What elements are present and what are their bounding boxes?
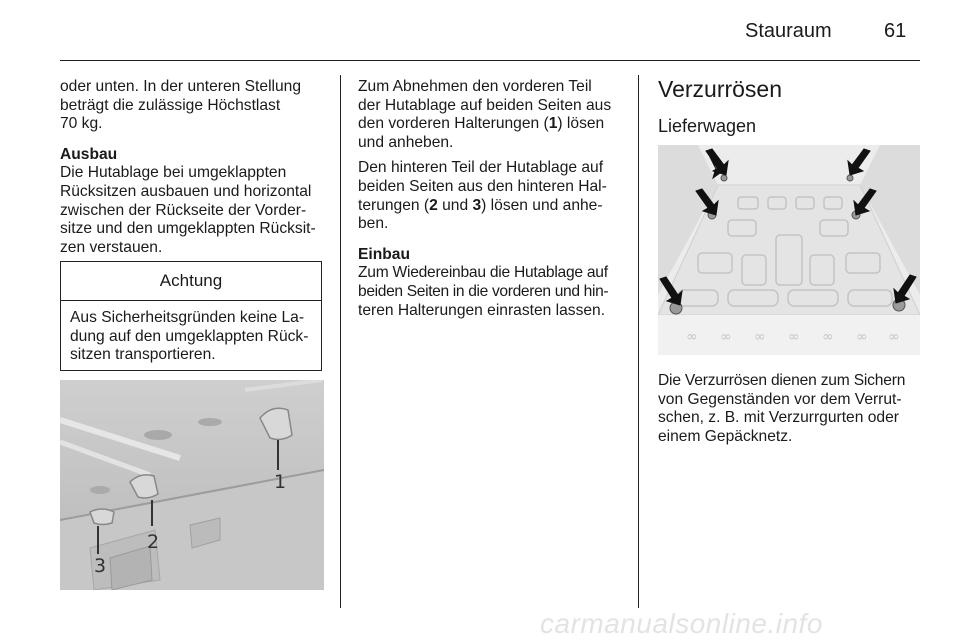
callout-3: 3 <box>94 555 107 577</box>
tie-down-eye-front-left <box>721 175 727 181</box>
page-number: 61 <box>884 20 907 42</box>
svg-text:∞: ∞ <box>720 329 732 345</box>
tiedown-line-2: von Gegenständen vor dem Verrut- <box>658 390 902 408</box>
ausbau-line-2: Rücksitzen ausbauen und horizontal <box>60 182 312 200</box>
svg-text:∞: ∞ <box>788 329 800 345</box>
ausbau-line-4: sitze und den umgeklappten Rücksit- <box>60 220 316 238</box>
column-separator-2 <box>638 75 639 608</box>
intro-line-1: oder unten. In der unteren Stellung <box>60 78 302 95</box>
ausbau-line-3: zwischen der Rückseite der Vorder- <box>60 201 307 219</box>
section-subheading: Lieferwagen <box>658 116 757 136</box>
parcel-shelf-bracket-figure <box>60 380 324 590</box>
rear-removal-line-4: ben. <box>358 215 389 233</box>
column-separator-1 <box>340 75 341 608</box>
watermark: carmanualsonline.info <box>540 608 823 639</box>
tiedown-line-3: schen, z. B. mit Verzurrgurten oder <box>658 409 899 427</box>
removal-line-4: und anheben. <box>358 133 454 151</box>
rear-removal-line-3: terungen (2 und 3) lösen und anhe- <box>358 196 603 214</box>
svg-text:∞: ∞ <box>856 329 868 345</box>
tiedown-line-1: Die Verzurrösen dienen zum Sichern <box>658 372 906 389</box>
rear-removal-line-2: beiden Seiten aus den hinteren Hal- <box>358 177 607 195</box>
column-3-body <box>658 372 928 446</box>
svg-text:∞: ∞ <box>754 329 766 345</box>
warning-body <box>61 301 321 373</box>
removal-line-3: den vorderen Halterungen (1) lösen <box>358 115 605 133</box>
page-title: Stauraum <box>745 20 832 42</box>
column-2 <box>358 78 628 320</box>
removal-line-1: Zum Abnehmen den vorderen Teil <box>358 78 592 95</box>
warning-line-1: Aus Sicherheitsgründen keine La- <box>70 309 305 326</box>
svg-text:∞: ∞ <box>888 329 900 345</box>
svg-text:∞: ∞ <box>822 329 834 345</box>
einbau-line-1: Zum Wiedereinbau die Hutablage auf <box>358 264 608 282</box>
warning-title: Achtung <box>61 262 321 301</box>
callout-2: 2 <box>147 531 160 553</box>
tiedown-line-4: einem Gepäcknetz. <box>658 427 793 445</box>
removal-line-2: der Hutablage auf beiden Seiten aus <box>358 96 612 114</box>
intro-line-3: 70 kg. <box>60 115 103 133</box>
cargo-floor-figure <box>658 145 920 355</box>
ausbau-line-5: zen verstauen. <box>60 238 163 256</box>
warning-box <box>60 261 322 371</box>
einbau-line-3: teren Halterungen einrasten lassen. <box>358 301 606 319</box>
header-rule <box>60 60 920 61</box>
svg-text:∞: ∞ <box>686 329 698 345</box>
callout-1: 1 <box>274 471 287 493</box>
warning-line-2: dung auf den umgeklappten Rück- <box>70 327 309 345</box>
column-1 <box>60 78 330 257</box>
section-heading: Verzurrösen <box>658 76 783 102</box>
ausbau-heading: Ausbau <box>60 145 118 163</box>
einbau-line-2: beiden Seiten in die vorderen und hin- <box>358 282 609 300</box>
warning-line-3: sitzen transportieren. <box>70 346 216 364</box>
ausbau-line-1: Die Hutablage bei umgeklappten <box>60 164 287 182</box>
rear-removal-line-1: Den hinteren Teil der Hutablage auf <box>358 159 604 177</box>
intro-line-2: beträgt die zulässige Höchstlast <box>60 96 281 114</box>
tie-down-eye-front-right <box>847 175 853 181</box>
einbau-heading: Einbau <box>358 245 410 263</box>
